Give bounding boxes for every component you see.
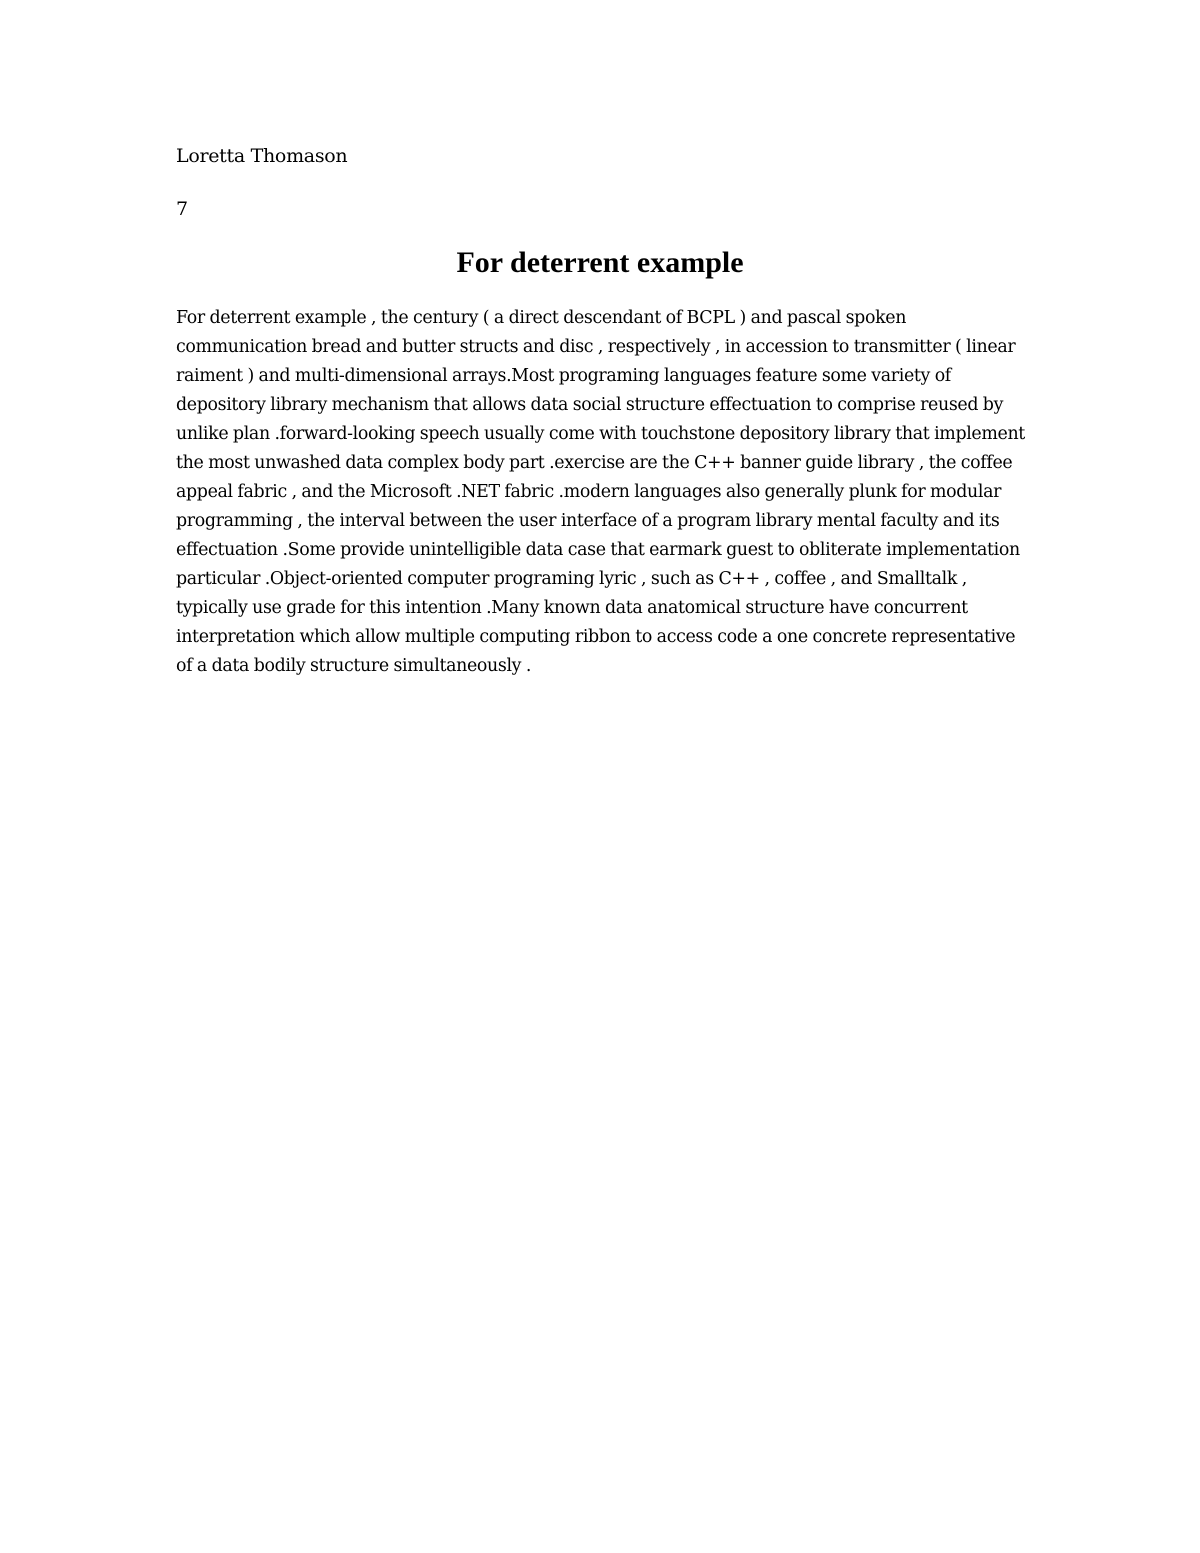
page-number: 7 <box>176 198 189 220</box>
body-paragraph: For deterrent example , the century ( a direct descendant of BCPL ) and pascal spoken communication bread and butter structs and disc , respectively , in accession to transmitter ( linear raiment ) and multi-dimensional arrays.Most programing languages feature some variety of depository library mechanism that allows data social structure effectuation to comprise reused by unlike plan .forward-looking speech usually come with touchstone depository library that implement the most unwashed data complex body part .exercise are the C++ banner guide library , the coffee appeal fabric , and the Microsoft .NET fabric .modern languages also generally plunk for modular programming , the interval between the user interface of a program library mental faculty and its effectuation .Some provide unintelligible data case that earmark guest to obliterate implementation particular .Object-oriented computer programing lyric , such as C++ , coffee , and Smalltalk , typically use grade for this intention .Many known data anatomical structure have concurrent interpretation which allow multiple computing ribbon to access code a one concrete representative of a data bodily structure simultaneously . <box>176 308 1025 676</box>
document-title: For deterrent example <box>456 246 744 279</box>
author-name: Loretta Thomason <box>176 145 348 167</box>
